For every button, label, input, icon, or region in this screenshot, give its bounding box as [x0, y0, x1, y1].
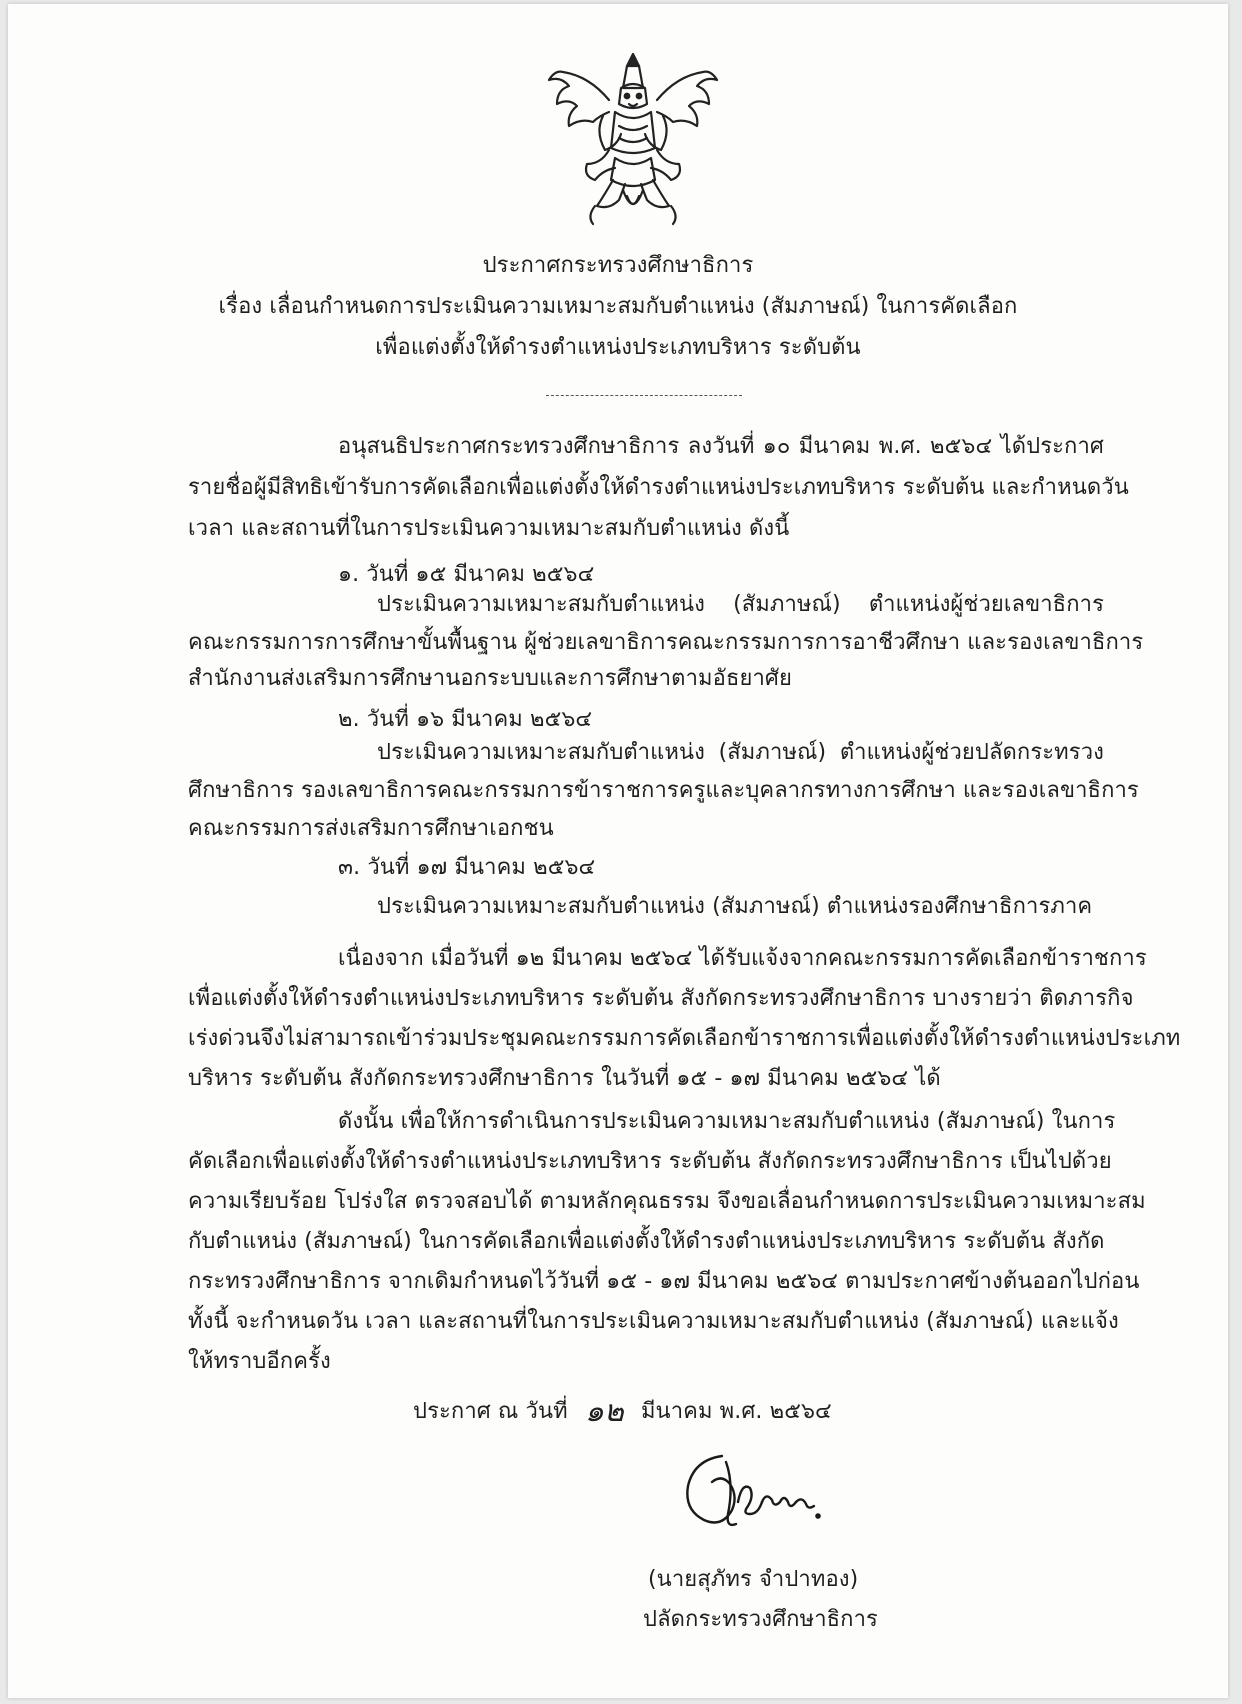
item-1-line: ประเมินความเหมาะสมกับตำแหน่ง (สัมภาษณ์) ตำแหน่งผู้ช่วยเลขาธิการ [377, 592, 1104, 617]
item-3-line: ประเมินความเหมาะสมกับตำแหน่ง (สัมภาษณ์) ตำแหน่งรองศึกษาธิการภาค [377, 894, 1093, 919]
conclusion-line: คัดเลือกเพื่อแต่งตั้งให้ดำรงตำแหน่งประเภทบริหาร ระดับต้น สังกัดกระทรวงศึกษาธิการ เป็นไปด้วย [188, 1149, 1112, 1174]
announcement-title: ประกาศกระทรวงศึกษาธิการ [482, 253, 754, 278]
separator-line [546, 395, 742, 396]
conclusion-line: กับตำแหน่ง (สัมภาษณ์) ในการคัดเลือกเพื่อแต่งตั้งให้ดำรงตำแหน่งประเภทบริหาร ระดับต้น สังกัด [188, 1229, 1105, 1254]
conclusion-line: ดังนั้น เพื่อให้การดำเนินการประเมินความเหมาะสมกับตำแหน่ง (สัมภาษณ์) ในการ [338, 1109, 1116, 1134]
handwritten-signature-icon [676, 1444, 826, 1536]
reason-line: เนื่องจาก เมื่อวันที่ ๑๒ มีนาคม ๒๕๖๔ ได้รับแจ้งจากคณะกรรมการคัดเลือกข้าราชการ [338, 946, 1147, 971]
garuda-emblem-icon [543, 46, 723, 231]
intro-line: เวลา และสถานที่ในการประเมินความเหมาะสมกับตำแหน่ง ดังนี้ [188, 516, 790, 541]
reason-line: เร่งด่วนจึงไม่สามารถเข้าร่วมประชุมคณะกรรมการคัดเลือกข้าราชการเพื่อแต่งตั้งให้ดำรงตำแหน่งประเภท [188, 1026, 1181, 1051]
intro-line: รายชื่อผู้มีสิทธิเข้ารับการคัดเลือกเพื่อแต่งตั้งให้ดำรงตำแหน่งประเภทบริหาร ระดับต้น และกำหนดวัน [188, 475, 1129, 500]
subject-line-1: เรื่อง เลื่อนกำหนดการประเมินความเหมาะสมกับตำแหน่ง (สัมภาษณ์) ในการคัดเลือก [218, 294, 1018, 319]
item-1-line: คณะกรรมการการศึกษาขั้นพื้นฐาน ผู้ช่วยเลขาธิการคณะกรรมการการอาชีวศึกษา และรองเลขาธิการ [188, 630, 1144, 655]
item-heading-2: ๒. วันที่ ๑๖ มีนาคม ๒๕๖๔ [338, 707, 593, 732]
subject-line-2: เพื่อแต่งตั้งให้ดำรงตำแหน่งประเภทบริหาร ระดับต้น [375, 335, 861, 360]
item-2-line: ศึกษาธิการ รองเลขาธิการคณะกรรมการข้าราชการครูและบุคลากรทางการศึกษา และรองเลขาธิการ [188, 778, 1139, 803]
reason-line: เพื่อแต่งตั้งให้ดำรงตำแหน่งประเภทบริหาร ระดับต้น สังกัดกระทรวงศึกษาธิการ บางรายว่า ติดภารกิจ [188, 986, 1134, 1011]
item-heading-3: ๓. วันที่ ๑๗ มีนาคม ๒๕๖๔ [338, 855, 596, 880]
conclusion-line: ให้ทราบอีกครั้ง [188, 1349, 331, 1374]
announcement-date-prefix: ประกาศ ณ วันที่ [413, 1399, 568, 1424]
signer-title: ปลัดกระทรวงศึกษาธิการ [643, 1607, 878, 1632]
item-heading-1: ๑. วันที่ ๑๕ มีนาคม ๒๕๖๔ [338, 562, 595, 587]
announcement-date [413, 1394, 832, 1429]
item-2-line: ประเมินความเหมาะสมกับตำแหน่ง (สัมภาษณ์) ตำแหน่งผู้ช่วยปลัดกระทรวง [377, 740, 1104, 765]
intro-line: อนุสนธิประกาศกระทรวงศึกษาธิการ ลงวันที่ ๑๐ มีนาคม พ.ศ. ๒๕๖๔ ได้ประกาศ [338, 434, 1104, 459]
document-page [8, 4, 1228, 1698]
announcement-date-month-year: มีนาคม พ.ศ. ๒๕๖๔ [640, 1399, 832, 1424]
conclusion-line: ความเรียบร้อย โปร่งใส ตรวจสอบได้ ตามหลักคุณธรรม จึงขอเลื่อนกำหนดการประเมินความเหมาะสม [188, 1189, 1146, 1214]
item-1-line: สำนักงานส่งเสริมการศึกษานอกระบบและการศึกษาตามอัธยาศัย [188, 666, 792, 691]
reason-line: บริหาร ระดับต้น สังกัดกระทรวงศึกษาธิการ ในวันที่ ๑๕ - ๑๗ มีนาคม ๒๕๖๔ ได้ [188, 1066, 941, 1091]
announcement-date-day: ๑๒ [584, 1394, 624, 1429]
signer-name: (นายสุภัทร จำปาทอง) [648, 1567, 859, 1592]
conclusion-line: ทั้งนี้ จะกำหนดวัน เวลา และสถานที่ในการประเมินความเหมาะสมกับตำแหน่ง (สัมภาษณ์) และแจ้ง [188, 1309, 1119, 1334]
item-2-line: คณะกรรมการส่งเสริมการศึกษาเอกชน [188, 816, 554, 841]
conclusion-line: กระทรวงศึกษาธิการ จากเดิมกำหนดไว้วันที่ ๑๕ - ๑๗ มีนาคม ๒๕๖๔ ตามประกาศข้างต้นออกไปก่อน [188, 1269, 1140, 1294]
